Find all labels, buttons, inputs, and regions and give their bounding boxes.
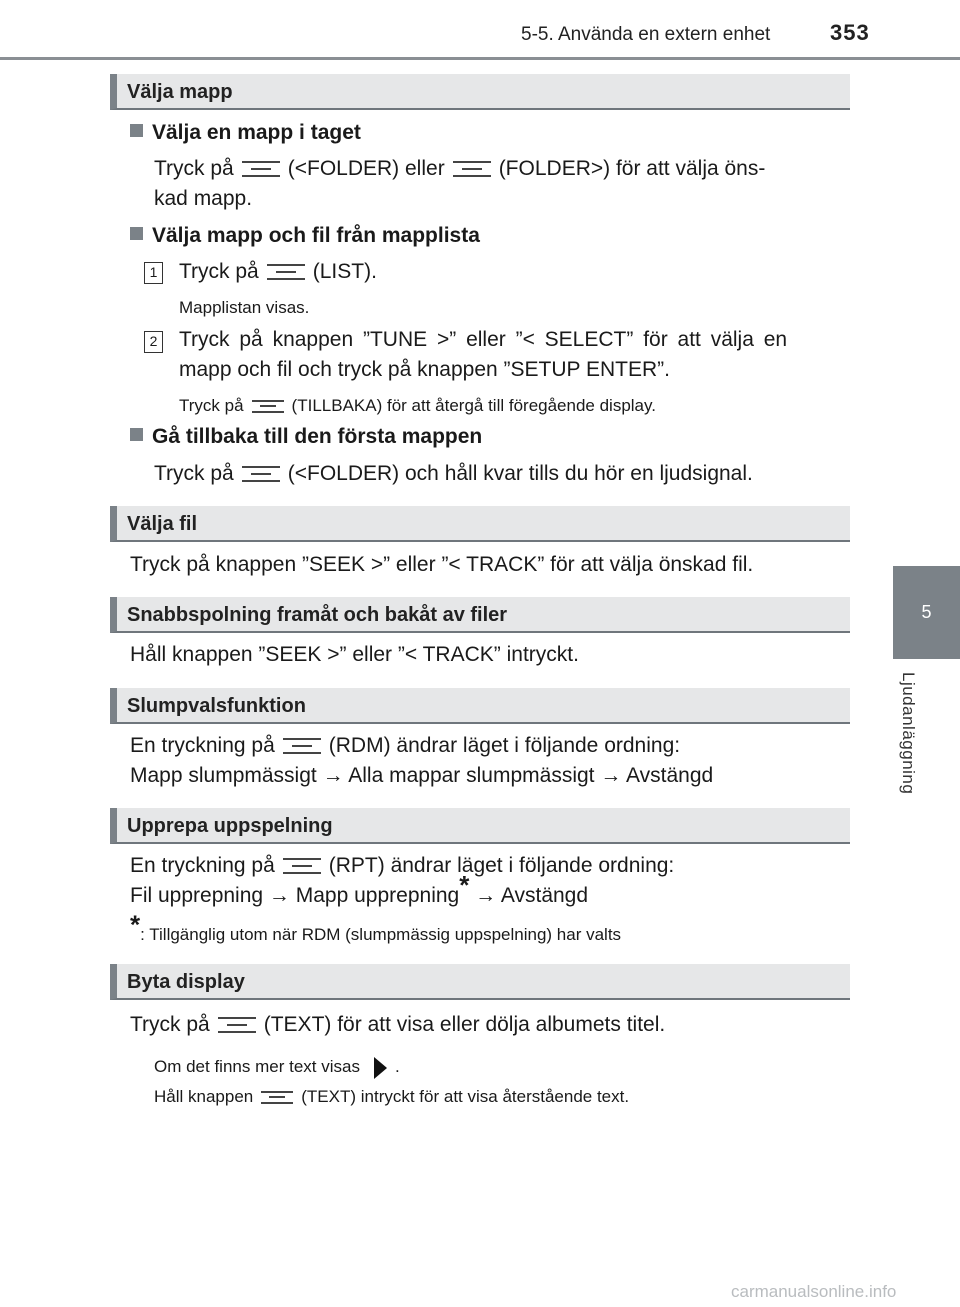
- bullet-heading: Välja mapp och fil från mapplista: [130, 221, 480, 251]
- body-line: En tryckning på (RDM) ändrar läget i följande ordning:: [130, 734, 681, 757]
- note-line: Mapplistan visas.: [179, 298, 310, 317]
- chapter-tab: [893, 566, 960, 659]
- button-icon: [218, 1017, 256, 1033]
- footnote: *: Tillgänglig utom när RDM (slumpmässig uppspelning) har valts: [130, 909, 622, 944]
- body-line: Tryck på (<FOLDER) och håll kvar tills du hör en ljudsignal.: [154, 462, 753, 485]
- step-number-2: 2: [144, 331, 163, 353]
- body-line: Håll knappen ”SEEK >” eller ”< TRACK” intryckt.: [130, 643, 579, 666]
- body-line: Tryck på (<FOLDER) eller (FOLDER>) för att välja öns-: [154, 157, 766, 180]
- header-rule: [0, 57, 960, 60]
- button-icon: [283, 858, 321, 874]
- page-number: 353: [830, 20, 870, 45]
- body-line: Mapp slumpmässigt → Alla mappar slumpmässigt → Avstängd: [130, 764, 714, 787]
- note-line: Håll knappen (TEXT) intryckt för att visa återstående text.: [154, 1087, 630, 1106]
- body-line: kad mapp.: [154, 187, 253, 210]
- chapter-title: Ljudanläggning: [899, 672, 918, 795]
- running-header: 5-5. Använda en extern enhet: [521, 24, 771, 45]
- button-icon: [261, 1091, 293, 1104]
- watermark: carmanualsonline.info: [731, 1282, 897, 1301]
- step-line: Tryck på knappen ”TUNE >” eller ”< SELECT” för att välja en: [179, 328, 788, 351]
- square-bullet-icon: [130, 227, 143, 240]
- button-icon: [242, 161, 280, 177]
- section-heading-upprepa: Upprepa uppspelning: [110, 808, 850, 844]
- step-number-1: 1: [144, 262, 163, 284]
- section-heading-snabbspolning: Snabbspolning framåt och bakåt av filer: [110, 597, 850, 633]
- note-line: Om det finns mer text visas .: [154, 1052, 400, 1082]
- note-line: Tryck på (TILLBAKA) för att återgå till föregående display.: [179, 396, 656, 415]
- square-bullet-icon: [130, 124, 143, 137]
- square-bullet-icon: [130, 428, 143, 441]
- bullet-heading: Gå tillbaka till den första mappen: [130, 422, 482, 452]
- section-heading-byta-display: Byta display: [110, 964, 850, 1000]
- button-icon: [283, 738, 321, 754]
- button-icon: [453, 161, 491, 177]
- body-line: Tryck på knappen ”SEEK >” eller ”< TRACK” för att välja önskad fil.: [130, 553, 754, 576]
- chapter-number: 5: [921, 602, 932, 622]
- step-line: Tryck på (LIST).: [179, 260, 377, 283]
- footnote-star: *: [459, 870, 470, 900]
- section-heading-valja-fil: Välja fil: [110, 506, 850, 542]
- body-line: Tryck på (TEXT) för att visa eller dölja albumets titel.: [130, 1013, 666, 1036]
- step-line: mapp och fil och tryck på knappen ”SETUP ENTER”.: [179, 358, 670, 381]
- body-line: En tryckning på (RPT) ändrar läget i följande ordning:: [130, 854, 675, 877]
- button-icon: [252, 400, 284, 413]
- section-heading-valja-mapp: Välja mapp: [110, 74, 850, 110]
- section-heading-slumpvalsfunktion: Slumpvalsfunktion: [110, 688, 850, 724]
- button-icon: [267, 264, 305, 280]
- bullet-heading: Välja en mapp i taget: [130, 118, 361, 148]
- body-line: Fil upprepning → Mapp upprepning* → Avstängd: [130, 870, 589, 907]
- button-icon: [242, 466, 280, 482]
- more-text-arrow-icon: [374, 1057, 387, 1079]
